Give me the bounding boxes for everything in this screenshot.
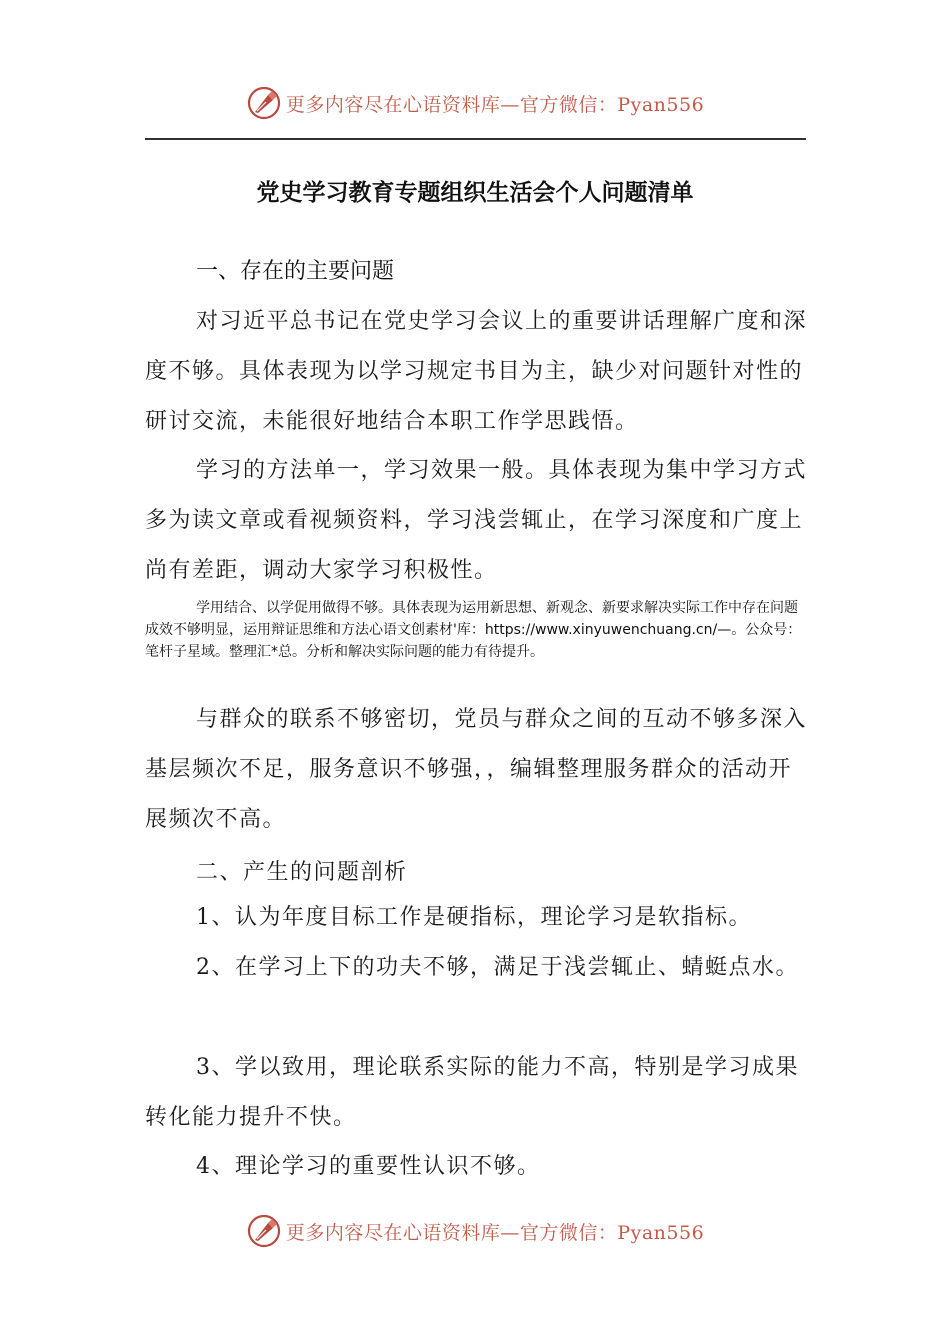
analysis-item-3: 3、学以致用，理论联系实际的能力不高，特别是学习成果转化能力提升不快。 bbox=[145, 1055, 799, 1130]
paragraph-2: 学习的方法单一，学习效果一般。具体表现为集中学习方式多为读文章或看视频资料，学习浅尝辄止，在学习深度和广度上尚有差距，调动大家学习积极性。 bbox=[145, 458, 808, 583]
header-banner bbox=[0, 80, 950, 126]
paragraph-3: 学用结合、以学促用做得不够。具体表现为运用新思想、新观念、新要求解决实际工作中存在问题成效不够明显，运用辩证思维和方法心语文创素材'库：https://www.xinyuwenchuang.cn/—。公众号：笔杆子星域。整理汇*总。分析和解决实际问题的能力有待提升。 bbox=[145, 600, 802, 660]
document-title: 党史学习教育专题组织生活会个人问题清单 bbox=[256, 179, 694, 206]
section-heading-1: 一、存在的主要问题 bbox=[196, 259, 395, 284]
section-heading-2: 二、产生的问题剖析 bbox=[196, 860, 408, 885]
paragraph-4: 与群众的联系不够密切，党员与群众之间的互动不够多深入基层频次不足，服务意识不够强，，编辑整理服务群众的活动开展频次不高。 bbox=[145, 707, 808, 832]
paragraph-1: 对习近平总书记在党史学习会议上的重要讲话理解广度和深度不够。具体表现为以学习规定书目为主，缺少对问题针对性的研讨交流，未能很好地结合本职工作学思践悟。 bbox=[145, 309, 808, 434]
header-banner-text: 更多内容尽在心语资料库—官方微信：Pyan556 bbox=[285, 93, 705, 116]
pen-nib-logo-icon bbox=[246, 85, 282, 121]
header-divider bbox=[145, 138, 806, 140]
pen-nib-logo-icon bbox=[246, 1213, 282, 1249]
analysis-item-1: 1、认为年度目标工作是硬指标，理论学习是软指标。 bbox=[196, 905, 752, 930]
analysis-item-4: 4、理论学习的重要性认识不够。 bbox=[196, 1154, 541, 1179]
footer-banner bbox=[0, 1208, 950, 1254]
footer-banner-text: 更多内容尽在心语资料库—官方微信：Pyan556 bbox=[285, 1221, 705, 1244]
analysis-item-2: 2、在学习上下的功夫不够，满足于浅尝辄止、蜻蜓点水。 bbox=[196, 955, 799, 980]
